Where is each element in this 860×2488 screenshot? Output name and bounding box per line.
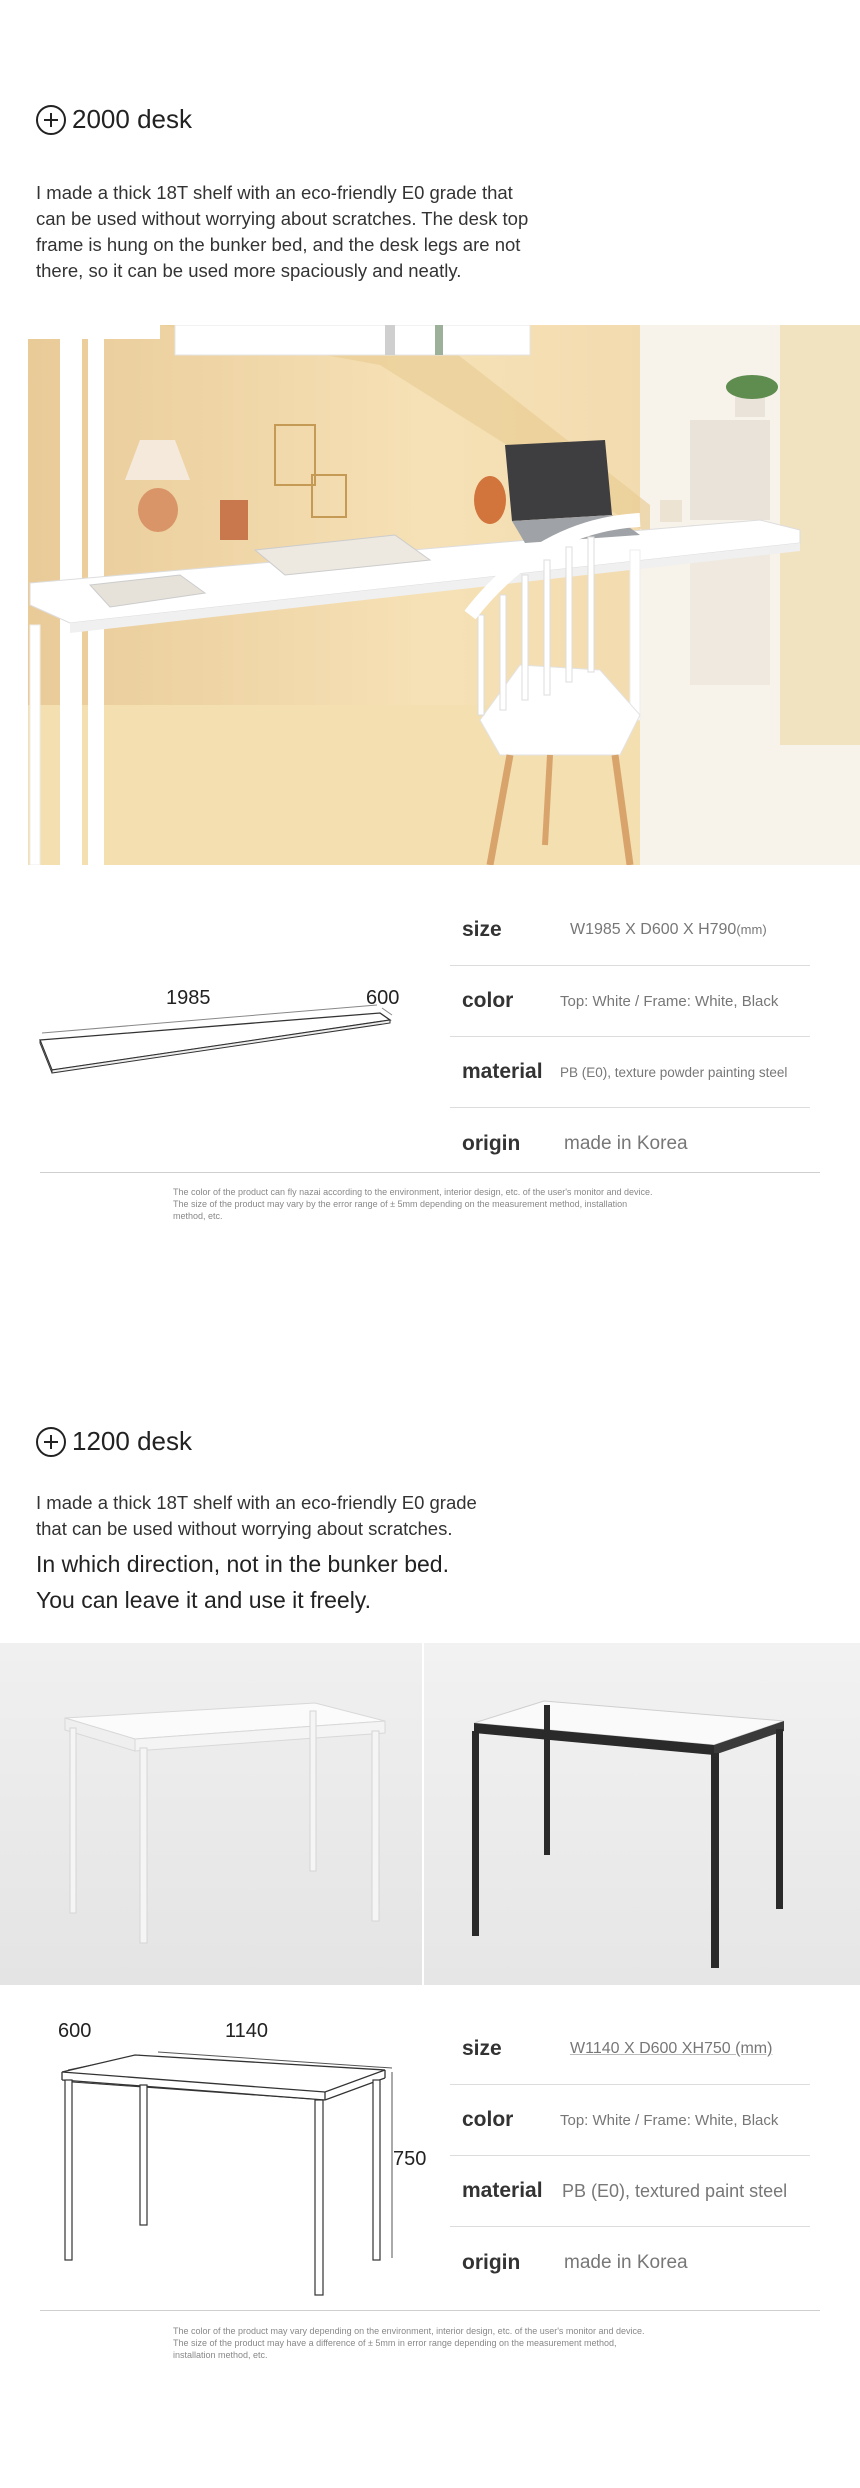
- plus-circle-icon: [36, 105, 66, 135]
- spec-label: origin: [462, 2250, 521, 2274]
- desk-1200-dimension-diagram: [40, 2040, 440, 2310]
- fineprint-2000: [173, 1186, 693, 1222]
- spec-value: Top: White / Frame: White, Black: [560, 2111, 779, 2129]
- dimension-depth-label: 600: [58, 2020, 92, 2042]
- description-line: You can leave it and use it freely.: [36, 1586, 371, 1613]
- spec-label: material: [462, 2179, 543, 2202]
- white-desk-illustration: [0, 1643, 422, 1985]
- description-line: can be used without worrying about scratches. The desk top: [36, 207, 529, 229]
- spec-unit: (mm): [736, 922, 767, 937]
- fineprint-line: The size of the product may have a difference of ± 5mm in error range depending on the measurement method,: [173, 2338, 617, 2349]
- fineprint-line: The color of the product may vary depending on the environment, interior design, etc. of the user's monitor and device.: [173, 2326, 645, 2336]
- desk-2000-outline: [30, 975, 420, 1105]
- spec-row-size: [450, 2014, 810, 2085]
- section-1200-heading: [36, 1426, 192, 1457]
- room-scene-illustration: [0, 325, 860, 865]
- laptop-screen: [505, 440, 612, 521]
- divider: [40, 2310, 820, 2311]
- spec-row-material: [450, 1037, 810, 1108]
- spec-value-text: W1985 X D600 X H790: [570, 921, 737, 938]
- description-line: frame is hung on the bunker bed, and the desk legs are not: [36, 233, 521, 255]
- section-2000-title: 2000 desk: [72, 104, 192, 134]
- cabinet-panel: [690, 420, 770, 520]
- dimension-width-label: 1985: [166, 987, 211, 1009]
- spec-value: PB (E0), texture powder painting steel: [560, 1064, 788, 1080]
- fineprint-1200: [173, 2325, 693, 2361]
- description-line: In which direction, not in the bunker bed.: [36, 1551, 449, 1577]
- spec-value: W1140 X D600 XH750 (mm): [570, 2040, 773, 2057]
- fineprint-line: The size of the product may vary by the error range of ± 5mm depending on the measurement method, installation: [173, 1199, 628, 1210]
- description-line: there, so it can be used more spaciously and neatly.: [36, 259, 462, 281]
- spec-table-1200: [450, 2014, 810, 2298]
- spec-label: size: [462, 2037, 502, 2060]
- spec-table-2000: [450, 895, 810, 1179]
- room-lifestyle-photo: [0, 325, 860, 865]
- desk-1200-outline: [40, 2040, 440, 2310]
- section-1200-title: 1200 desk: [72, 1426, 192, 1456]
- spec-label: size: [462, 918, 502, 941]
- fineprint-line: installation method, etc.: [173, 2350, 268, 2361]
- section-1200-description: [36, 1490, 477, 1542]
- section-2000-heading: [36, 104, 192, 135]
- dimension-depth-label: 600: [366, 987, 400, 1009]
- spec-row-origin: [450, 2227, 810, 2298]
- spec-value: Top: White / Frame: White, Black: [560, 992, 779, 1010]
- spec-value: [560, 921, 767, 939]
- spec-row-color: [450, 2085, 810, 2156]
- spec-value: PB (E0), textured paint steel: [562, 2180, 788, 2201]
- section-2000-description: [36, 180, 528, 284]
- bed-frame-post: [0, 325, 28, 865]
- description-line: I made a thick 18T shelf with an eco-friendly E0 grade: [36, 1492, 477, 1513]
- fineprint-line: The color of the product can fly nazai according to the environment, interior design, etc. of the user's monitor and device.: [173, 1187, 653, 1197]
- spec-row-origin: [450, 1108, 810, 1179]
- spec-row-size: [450, 895, 810, 966]
- spec-value: made in Korea: [564, 1132, 688, 1154]
- divider: [40, 1172, 820, 1173]
- dimension-width-label: 1140: [225, 2020, 269, 2042]
- spec-label: color: [462, 989, 514, 1012]
- black-desk-photo: [424, 1643, 860, 1985]
- dimension-height-label: 750: [393, 2148, 427, 2170]
- spec-label: origin: [462, 1131, 521, 1155]
- fineprint-line: method, etc.: [173, 1211, 223, 1222]
- upper-shelf: [175, 325, 530, 355]
- description-line: I made a thick 18T shelf with an eco-friendly E0 grade that: [36, 182, 513, 203]
- spec-row-material: [450, 2156, 810, 2227]
- lamp-base: [138, 488, 178, 532]
- spec-value: made in Korea: [564, 2251, 688, 2273]
- spec-label: color: [462, 2108, 514, 2131]
- plus-circle-icon: [36, 1427, 66, 1457]
- spec-row-color: [450, 966, 810, 1037]
- black-desk-illustration: [424, 1643, 860, 1985]
- desk-2000-dimension-diagram: [30, 975, 420, 1105]
- description-line: that can be used without worrying about scratches.: [36, 1517, 453, 1539]
- section-1200-description-large: [36, 1547, 449, 1618]
- spec-label: material: [462, 1060, 543, 1083]
- white-desk-photo: [0, 1643, 422, 1985]
